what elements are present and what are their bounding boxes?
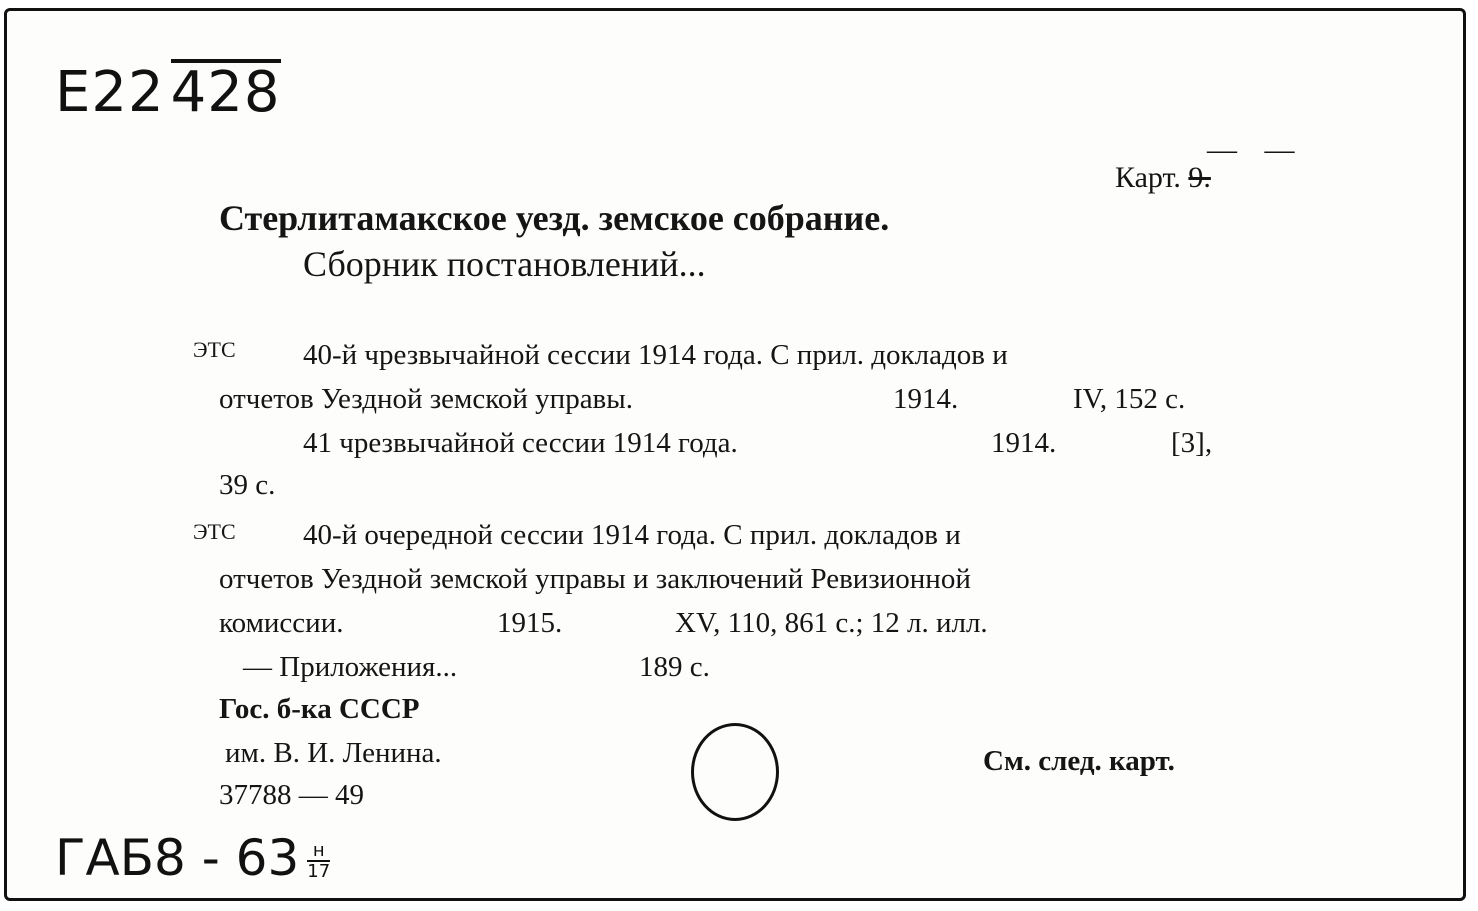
entry-3-mark: ЭТС [193,519,236,544]
shelfmark [55,59,281,125]
entry-1-line2-pages: IV, 152 с. [1073,383,1186,415]
entry-4-line1-text: — Приложения... [243,651,458,683]
see-next-card: См. след. карт. [983,745,1175,777]
entry-1-line2-year: 1914. [893,383,959,415]
circle-stamp [691,723,779,821]
entry-2-line1-year: 1914. [991,427,1057,459]
accession-fraction-bottom: 17 [307,861,331,882]
entry-1-line1: 40-й чрезвычайной сессии 1914 года. С прил. докладов и [303,339,1008,371]
accession-fraction-top: н [312,840,325,861]
entry-3-line3-text: комиссии. [219,607,344,639]
library-line1: Гос. б-ка СССР [219,693,420,725]
card-number [1115,161,1211,195]
entry-4-line1-pages: 189 с. [639,651,710,683]
library-line3: 37788 — 49 [219,779,364,811]
shelfmark-number: 428 [170,60,281,125]
entry-3-line3-year: 1915. [497,607,563,639]
shelfmark-prefix: Е22 [55,60,165,125]
card-number-value: 9. [1188,161,1211,194]
catalog-card [4,8,1466,901]
entry-2-line2: 39 с. [219,469,276,501]
entry-1-mark: ЭТС [193,337,236,362]
card-number-label: Карт. [1115,161,1181,194]
accession-code [55,829,330,887]
entry-1-line2-text: отчетов Уездной земской управы. [219,383,633,415]
accession-code-text: ГАБ8 - 63 [55,829,300,887]
entry-3-line2: отчетов Уездной земской управы и заключений Ревизионной [219,563,971,595]
heading-author: Стерлитамакское уезд. земское собрание. [219,198,890,238]
entry-2-line1-text: 41 чрезвычайной сессии 1914 года. [303,427,738,459]
heading-title: Сборник постановлений... [303,244,706,284]
entry-3-line3-pages: XV, 110, 861 с.; 12 л. илл. [675,607,988,639]
library-line2: им. В. И. Ленина. [225,737,442,769]
entry-3-line1: 40-й очередной сессии 1914 года. С прил. докладов и [303,519,961,551]
entry-2-line1-pages: [3], [1171,427,1213,459]
accession-fraction [307,842,330,881]
dashes: — — [1207,133,1305,166]
